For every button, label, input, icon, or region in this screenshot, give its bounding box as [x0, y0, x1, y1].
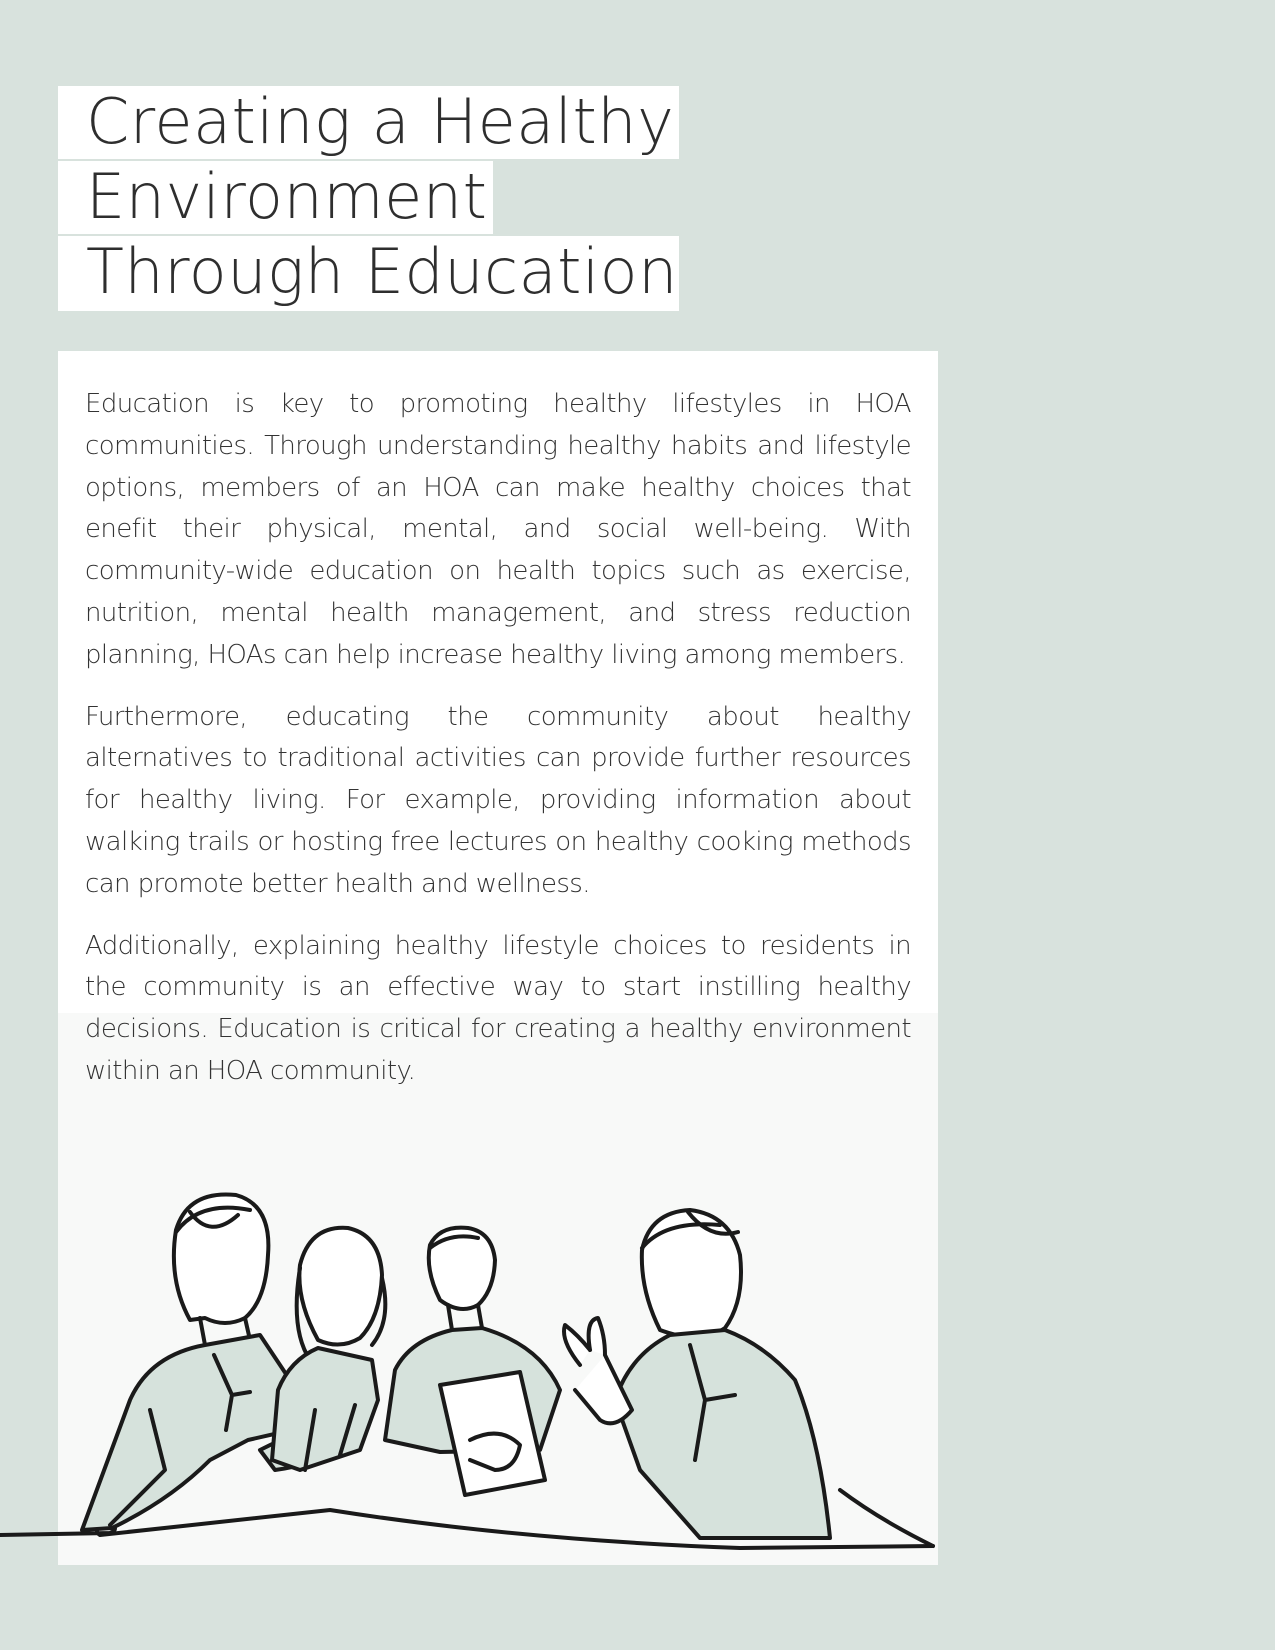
- paragraph-3: Additionally, explaining healthy lifestyle choices to residents in the community is an effective way to start instilling healthy decisions. Education is critical for creating a healthy environment within an HOA community.: [85, 930, 911, 1086]
- paragraph-2: Furthermore, educating the community about healthy alternatives to traditional activities can provide further resources for healthy living. For example, providing information about walking trails or hosting free lectures on healthy cooking methods can promote better health and wellness.: [85, 701, 911, 899]
- title-line-3: Through Education: [58, 236, 679, 311]
- paragraph-1: Education is key to promoting healthy lifestyles in HOA communities. Through understanding healthy habits and lifestyle options, members of an HOA can make healthy choices that enefit their physical, mental, and social well-being. With community-wide education on health topics such as exercise, nutrition, mental health management, and stress reduction planning, HOAs can help increase healthy living among members.: [85, 389, 911, 670]
- title-line-1: Creating a Healthy: [58, 86, 679, 159]
- title-line-2: Environment: [58, 161, 493, 234]
